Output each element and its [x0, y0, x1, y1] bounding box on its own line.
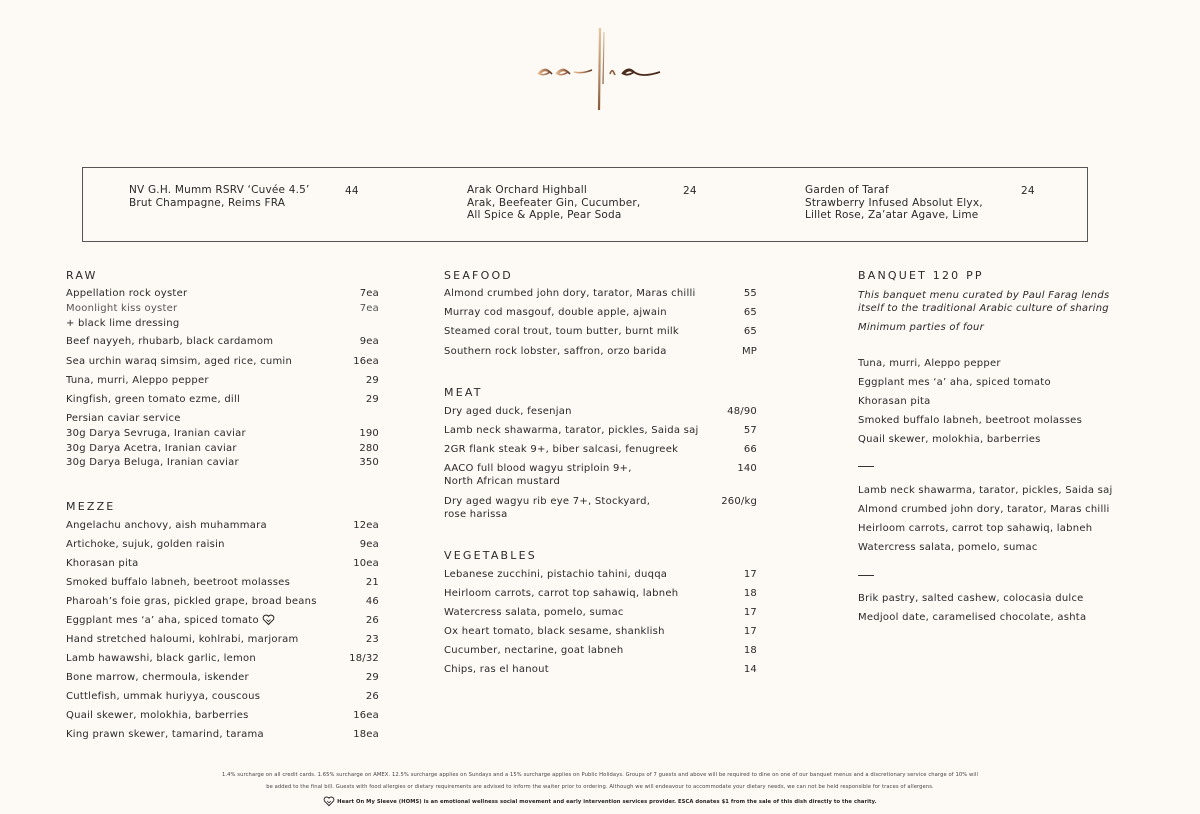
banquet-intro: This banquet menu curated by Paul Farag lends: [858, 290, 1110, 301]
menu-item: Hand stretched haloumi, kohlrabi, marjoram: [66, 634, 299, 645]
menu-item-price: 65: [743, 307, 757, 318]
footer-surcharge-note: 1.4% surcharge on all credit cards. 1.65% surcharge on AMEX. 12.5% surcharge applies on Sundays and a 15% surcharge applies on Public Holidays. Groups of 7 guests and above will be required to dine on one of our banquet menus and a discretionary service charge of 10% will: [221, 772, 979, 778]
drink-description: Strawberry Infused Absolut Elyx,: [805, 196, 983, 209]
menu-item-price: MP: [741, 346, 757, 357]
drink-price: 44: [345, 185, 359, 197]
menu-item: 30g Darya Beluga, Iranian caviar: [66, 457, 239, 468]
menu-item-continued: North African mustard: [444, 476, 561, 487]
menu-item-price: 48/90: [727, 406, 757, 417]
menu-item-price: 26: [365, 615, 379, 626]
menu-item: King prawn skewer, tamarind, tarama: [66, 729, 264, 740]
section-title-raw: RAW: [66, 269, 98, 282]
drink-description: Arak, Beefeater Gin, Cucumber,: [467, 196, 641, 209]
heart-icon: [323, 796, 335, 807]
menu-item: AACO full blood wagyu striploin 9+,: [444, 463, 632, 474]
drink-description: Brut Champagne, Reims FRA: [129, 196, 286, 209]
menu-item-price: 17: [743, 569, 757, 580]
drink-name: Arak Orchard Highball: [467, 184, 587, 196]
menu-item: Pharoah’s foie gras, pickled grape, broad beans: [66, 596, 317, 607]
drink-price: 24: [683, 185, 697, 197]
menu-item-price: 26: [365, 691, 379, 702]
menu-item: 30g Darya Sevruga, Iranian caviar: [66, 428, 246, 439]
footer-allergy-note: be added to the final bill. Guests with food allergies or dietary requirements are advised to inform the waiter prior to ordering. Although we will endeavour to accommodate your dietary needs, we can not be held responsible for traces of allergens.: [266, 784, 934, 790]
banquet-divider: [858, 575, 874, 576]
banquet-item: Khorasan pita: [858, 396, 931, 407]
menu-item-price: 280: [359, 443, 379, 454]
menu-item-price: 66: [743, 444, 757, 455]
menu-item: Smoked buffalo labneh, beetroot molasses: [66, 577, 291, 588]
menu-item-price: 18/32: [349, 653, 379, 664]
menu-item-price: 190: [359, 428, 379, 439]
menu-item-price: 18: [743, 588, 757, 599]
menu-item-price: 23: [365, 634, 379, 645]
footer-charity-note: [0, 796, 1200, 807]
menu-item: Artichoke, sujuk, golden raisin: [66, 539, 225, 550]
menu-item-price: 57: [743, 425, 757, 436]
banquet-item: Medjool date, caramelised chocolate, ashta: [858, 612, 1087, 623]
banquet-divider: [858, 466, 874, 467]
menu-item: Kingfish, green tomato ezme, dill: [66, 394, 240, 405]
menu-item: 2GR flank steak 9+, biber salcasi, fenugreek: [444, 444, 679, 455]
menu-item-note: + black lime dressing: [66, 318, 180, 329]
drink-arak-highball: [467, 184, 697, 222]
menu-item: Lamb hawawshi, black garlic, lemon: [66, 653, 256, 664]
menu-item-price: 46: [365, 596, 379, 607]
drink-name: Garden of Taraf: [805, 184, 889, 196]
menu-item-price: 12ea: [353, 520, 379, 531]
section-title-vegetables: VEGETABLES: [444, 549, 537, 562]
menu-item-price: 260/kg: [721, 496, 757, 507]
menu-item-price: 29: [365, 394, 379, 405]
menu-item: Angelachu anchovy, aish muhammara: [66, 520, 267, 531]
drink-garden-of-taraf: [805, 184, 1035, 222]
menu-item-price: 18ea: [353, 729, 379, 740]
menu-item: Lamb neck shawarma, tarator, pickles, Saida saj: [444, 425, 699, 436]
menu-item: Persian caviar service: [66, 413, 181, 424]
section-title-meat: MEAT: [444, 386, 483, 399]
aalia-logo: [530, 24, 670, 116]
menu-item: 30g Darya Acetra, Iranian caviar: [66, 443, 237, 454]
drink-champagne: [129, 184, 359, 209]
banquet-item: Heirloom carrots, carrot top sahawiq, labneh: [858, 523, 1093, 534]
menu-item: Sea urchin waraq simsim, aged rice, cumin: [66, 356, 293, 367]
menu-item-price: 7ea: [359, 288, 379, 299]
menu-item-name: Eggplant mes ‘a’ aha, spiced tomato: [66, 615, 259, 626]
menu-item: Southern rock lobster, saffron, orzo barida: [444, 346, 667, 357]
menu-item: Quail skewer, molokhia, barberries: [66, 710, 249, 721]
menu-item: Cucumber, nectarine, goat labneh: [444, 645, 624, 656]
drink-price: 24: [1021, 185, 1035, 197]
menu-item: Dry aged wagyu rib eye 7+, Stockyard,: [444, 496, 651, 507]
menu-item-price: 29: [365, 375, 379, 386]
menu-item: Heirloom carrots, carrot top sahawiq, labneh: [444, 588, 679, 599]
menu-item: Ox heart tomato, black sesame, shanklish: [444, 626, 665, 637]
menu-item-price: 7ea: [359, 303, 379, 314]
menu-item: Cuttlefish, ummak huriyya, couscous: [66, 691, 261, 702]
menu-item: Lebanese zucchini, pistachio tahini, duqqa: [444, 569, 668, 580]
menu-item-price: 17: [743, 626, 757, 637]
menu-item-price: 10ea: [353, 558, 379, 569]
menu-item: Almond crumbed john dory, tarator, Maras chilli: [444, 288, 696, 299]
menu-item: Beef nayyeh, rhubarb, black cardamom: [66, 336, 274, 347]
drink-name: NV G.H. Mumm RSRV ‘Cuvée 4.5’: [129, 184, 310, 196]
heart-icon: [262, 614, 275, 626]
menu-item-price: 9ea: [359, 336, 379, 347]
banquet-minimum: Minimum parties of four: [858, 322, 985, 333]
menu-item-price: 18: [743, 645, 757, 656]
banquet-item: Brik pastry, salted cashew, colocasia dulce: [858, 593, 1084, 604]
menu-item: Khorasan pita: [66, 558, 139, 569]
menu-item-price: 16ea: [353, 710, 379, 721]
menu-item: [66, 614, 275, 628]
menu-item: Chips, ras el hanout: [444, 664, 549, 675]
menu-item: Moonlight kiss oyster: [66, 303, 178, 314]
menu-item-price: 9ea: [359, 539, 379, 550]
menu-item-price: 21: [365, 577, 379, 588]
menu-item-price: 14: [743, 664, 757, 675]
menu-item: Watercress salata, pomelo, sumac: [444, 607, 624, 618]
drink-description: All Spice & Apple, Pear Soda: [467, 209, 622, 221]
banquet-item: Tuna, murri, Aleppo pepper: [858, 358, 1001, 369]
banquet-item: Smoked buffalo labneh, beetroot molasses: [858, 415, 1083, 426]
section-title-banquet: BANQUET 120 PP: [858, 269, 984, 282]
banquet-item: Watercress salata, pomelo, sumac: [858, 542, 1038, 553]
menu-item: Steamed coral trout, toum butter, burnt milk: [444, 326, 679, 337]
menu-item-price: 16ea: [353, 356, 379, 367]
section-title-seafood: SEAFOOD: [444, 269, 513, 282]
menu-item-price: 140: [737, 463, 757, 474]
menu-item-price: 55: [743, 288, 757, 299]
menu-item: Appellation rock oyster: [66, 288, 188, 299]
drink-description: Lillet Rose, Za’atar Agave, Lime: [805, 209, 979, 221]
menu-item-price: 350: [359, 457, 379, 468]
menu-item-price: 17: [743, 607, 757, 618]
banquet-item: Quail skewer, molokhia, barberries: [858, 434, 1041, 445]
footer-charity-text: Heart On My Sleeve (HOMS) is an emotional wellness social movement and early intervention services provider. ESCA donates $1 from the sale of this dish directly to the charity.: [337, 799, 877, 805]
banquet-intro: itself to the traditional Arabic culture of sharing: [858, 303, 1109, 314]
banquet-item: Eggplant mes ‘a’ aha, spiced tomato: [858, 377, 1051, 388]
featured-drinks-box: [82, 167, 1088, 242]
menu-item-price: 65: [743, 326, 757, 337]
menu-item-price: 29: [365, 672, 379, 683]
menu-item: Dry aged duck, fesenjan: [444, 406, 572, 417]
menu-item-continued: rose harissa: [444, 509, 508, 520]
banquet-item: Almond crumbed john dory, tarator, Maras chilli: [858, 504, 1110, 515]
menu-item: Tuna, murri, Aleppo pepper: [66, 375, 209, 386]
section-title-mezze: MEZZE: [66, 500, 116, 513]
menu-item: Bone marrow, chermoula, iskender: [66, 672, 249, 683]
banquet-item: Lamb neck shawarma, tarator, pickles, Saida saj: [858, 485, 1113, 496]
menu-item: Murray cod masgouf, double apple, ajwain: [444, 307, 667, 318]
